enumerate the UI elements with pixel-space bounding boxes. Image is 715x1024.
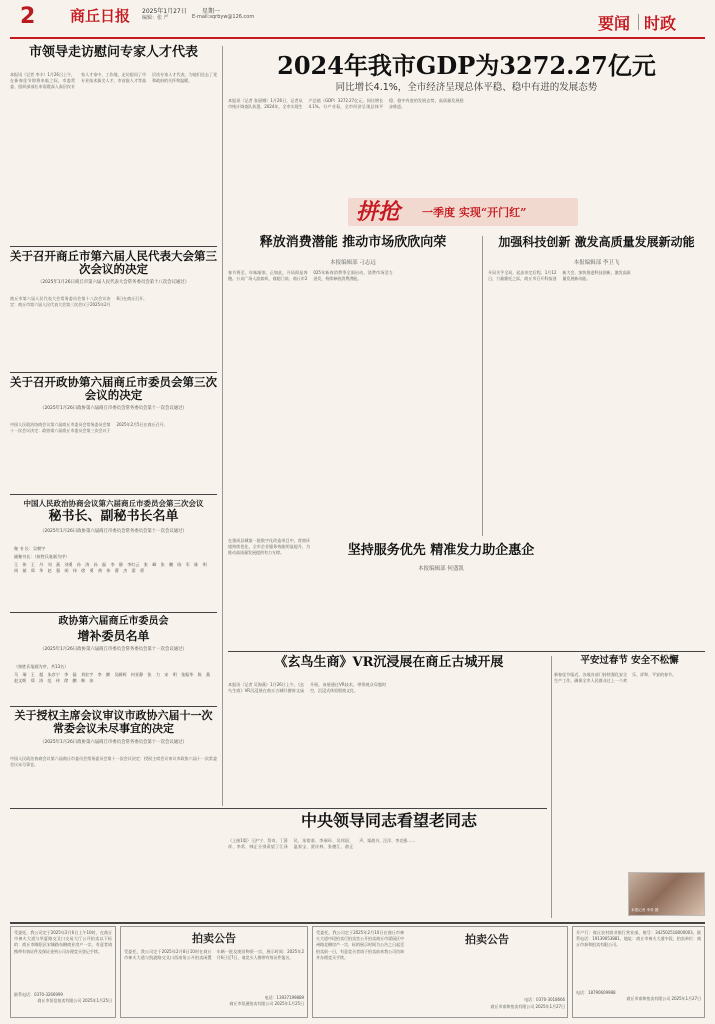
members-label: （按姓氏笔画为序，共13名） xyxy=(14,664,69,669)
tech-headline: 加强科技创新 激发高质量发展新动能 xyxy=(498,235,695,249)
gdp-body xyxy=(228,98,705,188)
secretary-names: 王 伟 王 丹 刘 燕 刘勇 孙 涛 孙 磊 李 静 李红云 张 峰 张 鹏 陈 军 陈 明 周 斌 郑 华 赵 强 胡 伟 徐 勇 黄 伟 曹 杰 梁 勇 xyxy=(14,562,207,574)
photo-caption: 本报记者 李单 摄 xyxy=(631,908,659,912)
service-headline: 坚持服务优先 精准发力助企惠企 xyxy=(347,543,535,558)
ad-3-text: 受委托，我公司定于2025年2月10日在商丘市神火大道中段拍卖行拍卖室公开拍卖商丘市梁园区中州路北侧房产一宗，标的展示时间为公告之日起至拍卖前一日，有意竞买者请于拍卖前来我公司咨询并办理竞买手续。 xyxy=(316,930,404,960)
section-divider xyxy=(638,14,639,30)
ad-4-company: 商丘市泰和拍卖有限公司 2025年1月27日 xyxy=(626,996,701,1002)
tech-text xyxy=(488,270,705,534)
visit-text xyxy=(228,838,550,918)
tech-body xyxy=(488,270,705,534)
banner-chars: 拼抢 xyxy=(356,199,401,225)
spring-lede: 新春佳节临近，各地各部门持续强化安全生产工作，确保全市人民群众过上一个欢乐、祥和、平安的春节。 xyxy=(554,672,676,684)
service-body-mid xyxy=(316,576,566,648)
issue-date: 2025年1月27日 xyxy=(142,8,187,15)
spring-headline: 平安过春节 安全不松懈 xyxy=(580,655,679,666)
ad-1 xyxy=(10,926,116,1018)
service-article xyxy=(228,538,705,650)
vr-article xyxy=(228,656,550,806)
visit-left-continuation xyxy=(10,812,217,918)
spring-body xyxy=(554,672,705,868)
divider-3 xyxy=(10,494,217,495)
secretary-deputy-label: 副秘书长：（按姓氏笔画为序） xyxy=(14,554,70,559)
editor-line: 编辑：张 严 xyxy=(142,15,169,21)
divider-visit xyxy=(10,808,547,809)
column-rule-left xyxy=(222,46,223,806)
congress-lede: 商丘市第六届人民代表大会常务委员会第十八次会议决定：商丘市第六届人民代表大会第三次会议于2025年2月6日在商丘召开。 xyxy=(10,296,147,308)
gdp-lede: 本报讯（记者 张丽娜）1月26日，记者从市统计调查队获悉，2024年，全市实现生产总值（GDP）3272.27亿元，同比增长4.1%。分产业看，全市经济呈现总体平稳、稳中有进的发展态势，高质量发展稳步推进。 xyxy=(228,98,464,110)
visit-headline: 中央领导同志看望老同志 xyxy=(300,811,477,830)
congress-body xyxy=(10,296,217,368)
consumption-headline: 释放消费潜能 推动市场欣欣向荣 xyxy=(259,235,447,250)
tech-lede: 开局关乎全局，起步决定后程。1月12日，力量鼎托之际，商丘市召开科技创新大会，加快推进科技创新，激发高质量发展新动能。 xyxy=(488,270,631,282)
vr-headline: 《玄鸟生商》VR沉浸展在商丘古城开展 xyxy=(274,655,504,670)
visit-article xyxy=(228,812,550,918)
vr-text xyxy=(228,682,550,804)
mayor-lede: 本报讯（记者 李丰）1月26日上午，在新春佳节即将来临之际，市委常委、组织部部长申雨霞深入高层次专家人才家中、工作地，走访慰问了市专业技术拔尖人才、市首批人才等高层次专家人才代表，为他们送去了党和政府的关怀和温暖。 xyxy=(10,72,217,90)
authorize-text xyxy=(10,756,217,804)
consumption-article xyxy=(228,236,478,536)
mayor-body xyxy=(10,72,217,240)
secretary-note: （2025年1月26日政协第六届商丘市委员会常务委员会第十一次会议通过） xyxy=(40,529,187,534)
ad-4-text: 开户行：商丘农村商业银行营业部，账号：342502518000003，联系电话：19139053881，地址：商丘市神火大道中段，拍卖单位：商丘市泰和拍卖有限公司。 xyxy=(576,930,701,948)
banner-slogan: 一季度 实现“开门红” xyxy=(422,206,527,219)
consumption-text xyxy=(228,270,478,534)
ad-3-title: 拍卖公告 xyxy=(465,933,509,946)
members-names: 马 瑞 王 超 朱彦宁 李 磊 刘宏宇 李 腾 吴颜辉 何亚静 张 力 宋 明 张振华 陈 燕 赵文辉 郑 涛 范 伟 徐 鹏 韩 冰 xyxy=(14,672,211,684)
visit-body xyxy=(228,838,550,918)
members-note: （2025年1月26日政协第六届商丘市委员会常务委员会第十一次会议通过） xyxy=(40,647,187,652)
ad-3-company: 商丘市泰和拍卖有限公司 2025年1月27日 xyxy=(490,1004,565,1009)
spring-text xyxy=(554,672,705,868)
cppcc-text xyxy=(10,422,217,490)
page-number: 2 xyxy=(20,4,36,29)
ad-2-title: 拍卖公告 xyxy=(192,932,236,945)
divider-1 xyxy=(10,246,217,247)
ad-3 xyxy=(312,926,568,1018)
authorize-body xyxy=(10,756,217,804)
cppcc-note: （2025年1月26日政协第六届商丘市委员会常务委员会第十一次会议通过） xyxy=(40,406,187,411)
secretary-list xyxy=(10,498,217,610)
divider-4 xyxy=(10,612,217,613)
spring-photo xyxy=(628,872,705,916)
service-body-right xyxy=(574,538,705,648)
ad-1-company: 商丘市恒信拍卖有限公司 2025年1月25日 xyxy=(37,998,112,1004)
consumption-byline: 本报编辑部 刁志远 xyxy=(330,260,376,266)
ad-4 xyxy=(572,926,705,1018)
email-line: E-mail:sqrbyw@126.com xyxy=(192,14,255,20)
ad-2 xyxy=(120,926,308,1018)
congress-note: （2025年1月26日商丘市第六届人民代表大会常务委员会第十八次会议通过） xyxy=(37,280,190,285)
congress-article xyxy=(10,250,217,370)
members-headline-2: 增补委员名单 xyxy=(77,629,150,643)
authorize-lede: 中国人民政治协商会议第六届商丘市委员会常务委员会第十一次会议决定：授权主席会议审议市政协六届十一次常委会议未尽事宜。 xyxy=(10,756,217,768)
cppcc-headline: 关于召开政协第六届商丘市委员会第三次会议的决定 xyxy=(10,375,217,403)
cppcc-lede: 中国人民政治协商会议第六届商丘市委员会常务委员会第十一次会议决定：政协第六届商丘市委员会第三次会议于2025年2月5日在商丘召开。 xyxy=(10,422,168,434)
congress-text xyxy=(10,296,217,368)
authorize-article xyxy=(10,710,217,806)
tech-article xyxy=(488,236,705,536)
masthead-rule xyxy=(10,37,705,39)
authorize-headline: 关于授权主席会议审议市政协六届十一次常委会议未尽事宜的决定 xyxy=(14,709,213,735)
ad-3-contact: 电话：0370-3018666 xyxy=(524,997,565,1002)
secretary-title-label: 秘 书 长： xyxy=(14,546,33,551)
ad-4-contact: 电话：18790609988 xyxy=(576,990,616,995)
service-lede: 在建成县城第一批数字化改造项目中，营商环境持续优化，全市企业服务效能明显提升，为推动高质量发展提供有力支撑。 xyxy=(228,538,310,556)
mayor-article xyxy=(10,46,217,242)
mayor-text xyxy=(10,72,217,240)
secretary-title-name: 吴朝宇 xyxy=(32,546,46,551)
masthead xyxy=(0,0,715,42)
paper-name: 商丘日报 xyxy=(70,7,131,25)
divider-2 xyxy=(10,372,217,373)
secretary-headline-2: 秘书长、副秘书长名单 xyxy=(48,509,179,524)
ad-1-contact: 联系电话：0370-3266999 xyxy=(14,992,63,997)
cppcc-article xyxy=(10,376,217,492)
column-rule-right xyxy=(551,656,552,918)
visit-lede: （上接1版）王沪宁、蔡奇、丁薛祥、李希、韩正分别看望了江泽民、朱镕基、李瑞环、吴邦国、温家宝、贾庆林、张德江、俞正声、栗战书、汪洋、李克强…… xyxy=(228,838,416,850)
mayor-headline: 市领导走访慰问专家人才代表 xyxy=(28,45,198,60)
ad-1-text: 受委托，我公司定于2025年2月6日上午10时，在商丘市神火大道与华夏路交叉口交易大厅公开拍卖以下标的：商丘市睢阳区宋城路东侧商业房产一宗，有意者请携带有效证件及保证金到公司办理竞买登记手续。 xyxy=(14,930,112,954)
vr-lede: 本报讯（记者 吴海燕）1月26日上午，《玄鸟生商》VR沉浸展在商丘古城归德府文庙开展。该展通过VR技术，带领观众穿越时空，沉浸式体验殷商文化。 xyxy=(228,682,386,694)
vr-body xyxy=(228,682,550,804)
service-byline: 本报编辑部 何盛凯 xyxy=(418,566,464,572)
consumption-body xyxy=(228,270,478,534)
gdp-subhead: 同比增长4.1%，全市经济呈现总体平稳、稳中有进的发展态势 xyxy=(335,82,598,93)
ad-2-text: 受委托，我公司定于2025年2月8日10时在商丘市神火大道与凯旋路交叉口西南角公开拍卖闲置车辆一批及废旧物资一宗，展示时间：2025年2月6日至7日，请竞买人携带有效证件报名。 xyxy=(124,949,304,961)
gdp-article xyxy=(228,46,705,190)
consumption-lede: 春节将至，年味渐浓。正如此，开局即是奔跑。万众广场人流如织，商超门前，商丘市2025年新春消费季全面启动，消费市场活力迸发，持续释放消费潜能。 xyxy=(228,270,393,282)
ad-2-company: 商丘市恒通拍卖有限公司 2025年1月25日 xyxy=(229,1001,304,1007)
authorize-note: （2025年1月26日政协第六届商丘市委员会常务委员会第十一次会议通过） xyxy=(40,740,187,745)
gdp-headline: 2024年我市GDP为3272.27亿元 xyxy=(277,51,656,80)
members-headline-1: 政协第六届商丘市委员会 xyxy=(58,616,169,627)
service-text xyxy=(228,538,310,648)
spring-article xyxy=(554,656,705,918)
congress-headline: 关于召开商丘市第六届人民代表大会第三次会议的决定 xyxy=(10,249,217,277)
cppcc-body xyxy=(10,422,217,490)
column-rule-mid xyxy=(482,236,483,536)
ad-2-contact: 电话：13937199889 xyxy=(264,995,304,1000)
tech-byline: 本报编辑部 李卫飞 xyxy=(573,260,620,266)
service-body-left xyxy=(228,538,310,648)
pinqiang-banner xyxy=(228,192,705,232)
divider-5 xyxy=(10,706,217,707)
secretary-title-line xyxy=(14,546,213,552)
secretary-headline-1: 中国人民政治协商会议第六届商丘市委员会第三次会议 xyxy=(23,499,204,508)
gdp-text xyxy=(228,98,705,188)
members-list xyxy=(10,616,217,704)
ads-top-rule xyxy=(10,922,705,924)
issue-weekday: 星期一 xyxy=(202,8,221,15)
divider-mid xyxy=(228,651,705,652)
section-name: 要闻 xyxy=(598,14,631,33)
section-subname: 时政 xyxy=(644,14,677,33)
